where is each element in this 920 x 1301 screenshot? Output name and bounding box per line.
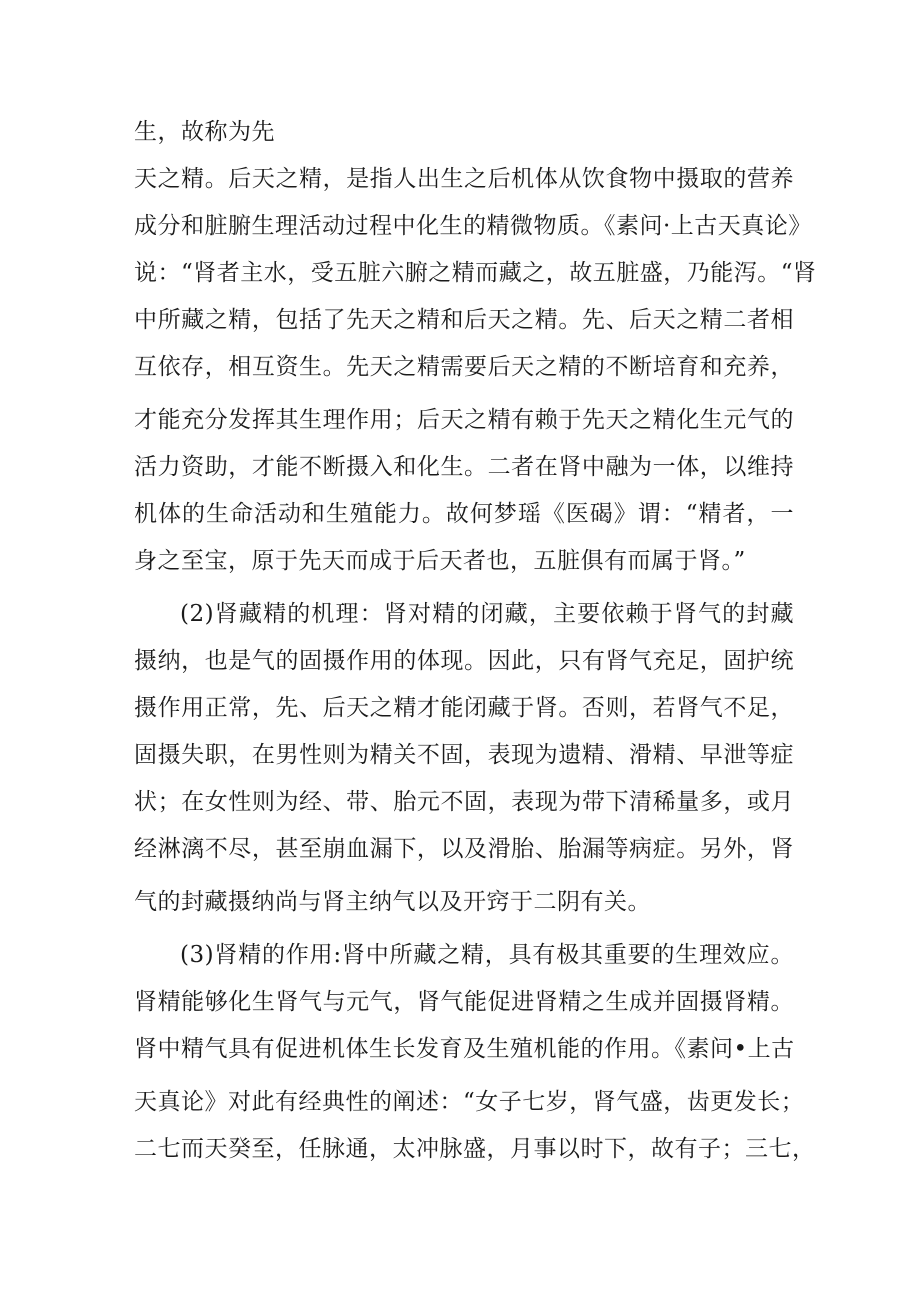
text-line: 生，故称为先 bbox=[134, 119, 275, 145]
text-line: 身之至宝，原于先天而成于后天者也，五脏俱有而属于肾。” bbox=[134, 548, 746, 574]
text-line: 经淋漓不尽，甚至崩血漏下，以及滑胎、胎漏等病症。另外，肾 bbox=[134, 836, 794, 862]
text-line: 摄纳，也是气的固摄作用的体现。因此，只有肾气充足，固护统 bbox=[134, 648, 794, 674]
text-line: 状；在女性则为经、带、胎元不固，表现为带下清稀量多，或月 bbox=[134, 789, 794, 815]
text-line: 中所藏之精，包括了先天之精和后天之精。先、后天之精二者相 bbox=[134, 307, 794, 333]
text-line: 肾精能够化生肾气与元气，肾气能促进肾精之生成并固摄肾精。 bbox=[134, 989, 794, 1015]
text-line: 机体的生命活动和生殖能力。故何梦瑶《医碣》谓：“精者，一 bbox=[134, 501, 794, 527]
text-line: 天之精。后天之精，是指人出生之后机体从饮食物中摄取的营养 bbox=[134, 166, 794, 192]
text-line: 成分和脏腑生理活动过程中化生的精微物质。《素问·上古天真论》 bbox=[134, 213, 812, 239]
paragraph-first-line: (2)肾藏精的机理：肾对精的闭藏，主要依赖于肾气的封藏 bbox=[180, 601, 794, 627]
paragraph-first-line: (3)肾精的作用:肾中所藏之精，具有极其重要的生理效应。 bbox=[180, 942, 794, 968]
text-line: 气的封藏摄纳尚与肾主纳气以及开窍于二阴有关。 bbox=[134, 889, 651, 915]
text-line: 说：“肾者主水，受五脏六腑之精而藏之，故五脏盛，乃能泻。“肾 bbox=[134, 260, 817, 286]
text-line: 互依存，相互资生。先天之精需要后天之精的不断培育和充养， bbox=[134, 354, 794, 380]
text-line: 二七而天癸至，任脉通，太冲脉盛，月事以时下，故有子；三七， bbox=[134, 1136, 816, 1162]
text-line: 摄作用正常，先、后天之精才能闭藏于肾。否则，若肾气不足， bbox=[134, 695, 794, 721]
text-line: 固摄失职，在男性则为精关不固，表现为遗精、滑精、早泄等症 bbox=[134, 742, 794, 768]
text-line: 天真论》对此有经典性的阐述：“女子七岁，肾气盛，齿更发长； bbox=[134, 1089, 805, 1115]
text-line: 肾中精气具有促进机体生长发育及生殖机能的作用。《素问•上古 bbox=[134, 1036, 795, 1062]
text-line: 活力资助，才能不断摄入和化生。二者在肾中融为一体，以维持 bbox=[134, 454, 794, 480]
text-line: 才能充分发挥其生理作用；后天之精有赖于先天之精化生元气的 bbox=[134, 407, 794, 433]
